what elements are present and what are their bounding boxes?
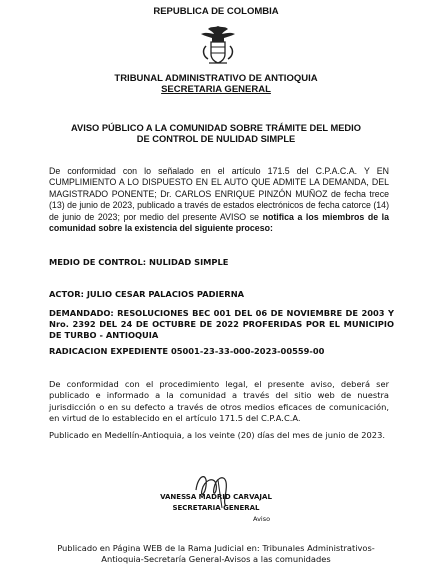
notice-title-line-1: AVISO PÚBLICO A LA COMUNIDAD SOBRE TRÁMITE DEL MEDIO: [71, 123, 361, 133]
notice-title: [0, 123, 432, 145]
demandado: DEMANDADO: RESOLUCIONES BEC 001 DEL 06 DE NOVIEMBRE DE 2003 Y Nro. 2392 DEL 24 DE OCTUBRE DE 2022 PROFERIDAS POR EL MUNICIPIO DE TURBO - ANTIOQUIA: [49, 308, 394, 340]
medio-de-control: MEDIO DE CONTROL: NULIDAD SIMPLE: [49, 257, 229, 267]
signer-note: Aviso: [253, 515, 271, 523]
signer-block: [0, 492, 432, 514]
notice-paragraph-1: [49, 166, 389, 234]
notice-paragraph-1-text: De conformidad con lo señalado en el artículo 171.5 del C.P.A.C.A. Y EN CUMPLIMIENTO A LO DISPUESTO EN EL AUTO QUE ADMITE LA DEMANDA, DEL MAGISTRADO PONENTE; Dr. CARLOS ENRIQUE PINZÓN MUÑOZ de fecha trece (13) de junio de 2023, publicado a través de estados electrónicos de fecha catorce (14) de junio de 2023; por medio del presente AVISO se: [49, 166, 389, 222]
footer-line-2: Antioquia-Secretaría General-Avisos a las comunidades: [101, 554, 331, 564]
notice-title-line-2: DE CONTROL DE NULIDAD SIMPLE: [136, 134, 296, 144]
signer-name: VANESSA MADRID CARVAJAL: [160, 493, 272, 501]
court-heading: [0, 73, 432, 95]
footer-line-1: Publicado en Página WEB de la Rama Judicial en: Tribunales Administrativos-: [57, 543, 375, 553]
signer-role: SECRETARIA GENERAL: [172, 504, 260, 512]
notice-paragraph-2: De conformidad con el procedimiento legal, el presente aviso, deberá ser publicado e informado a la comunidad a través del sitio web de nuestra jurisdicción o en su defecto a través de otros medios eficaces de comunicación, en virtud de lo establecido en el artículo 171.5 del C.P.A.C.A.: [49, 379, 389, 424]
actor: ACTOR: JULIO CESAR PALACIOS PADIERNA: [49, 289, 245, 299]
colombia-coat-of-arms-icon: [196, 22, 240, 66]
publication-date: Publicado en Medellín-Antioquia, a los veinte (20) días del mes de junio de 2023.: [49, 430, 385, 440]
notice-paragraph-1-bold: notifica a los miembros de la comunidad sobre la existencia del siguiente proceso:: [49, 211, 390, 234]
footer: [0, 543, 432, 565]
secretariat-name: SECRETARIA GENERAL: [161, 84, 271, 95]
case-number: RADICACION EXPEDIENTE 05001-23-33-000-2023-00559-00: [49, 346, 325, 356]
court-name: TRIBUNAL ADMINISTRATIVO DE ANTIOQUIA: [114, 73, 318, 84]
country-heading: REPUBLICA DE COLOMBIA: [153, 6, 279, 17]
